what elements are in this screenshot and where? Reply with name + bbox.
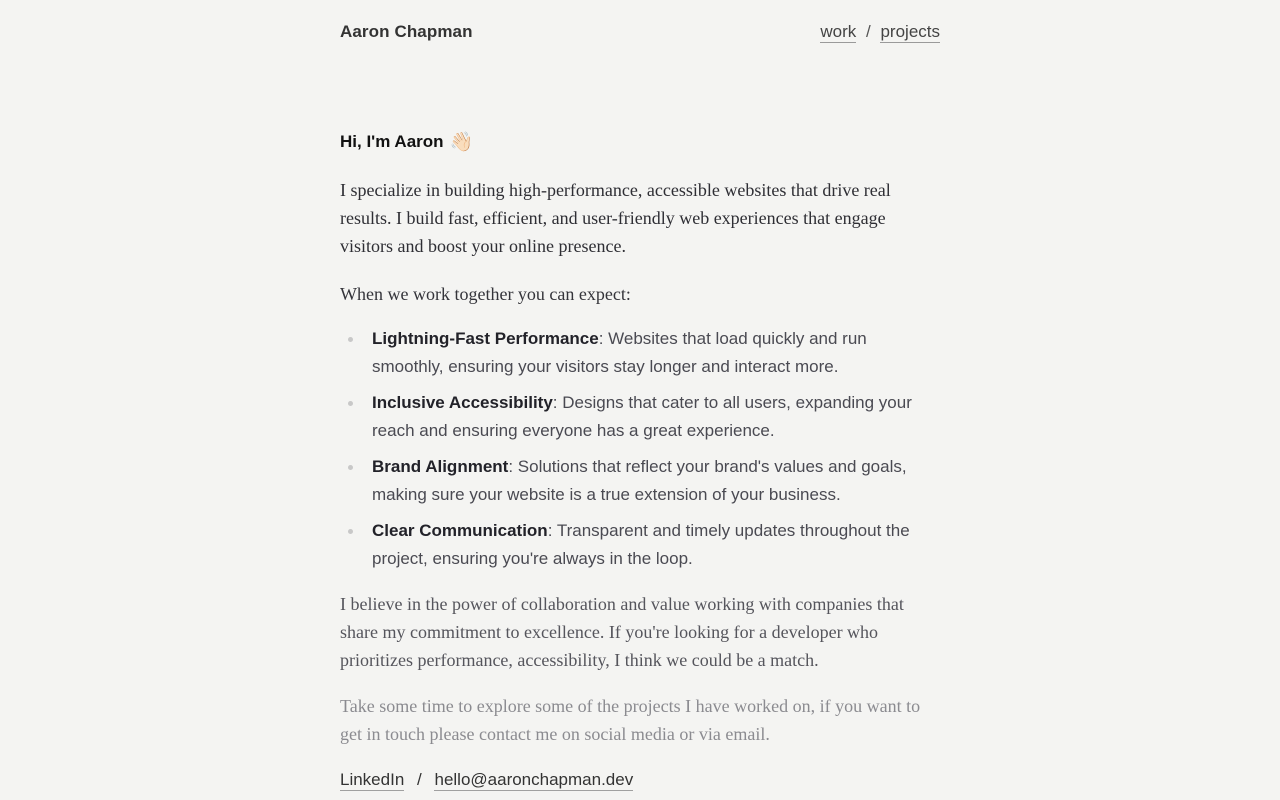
site-header (340, 20, 940, 44)
bullet-icon (348, 401, 353, 406)
benefit-title: Clear Communication (372, 521, 548, 540)
intro-paragraph: I specialize in building high-performance, accessible websites that drive real results. I build fast, efficient, and user-friendly web experiences that engage visitors and boost your online presence. (340, 180, 891, 256)
collaboration-paragraph: I believe in the power of collaboration and value working with companies that share my commitment to excellence. If you're looking for a developer who prioritizes performance, accessibility, I think we could be a match. (340, 594, 904, 670)
benefit-text: : Transparent and timely updates throughout the project, ensuring you're always in the loop. (372, 521, 910, 568)
benefit-text: : Designs that cater to all users, expanding your reach and ensuring everyone has a great experience. (372, 393, 912, 440)
waving-hand-icon: 👋🏻 (449, 132, 474, 153)
list-item (340, 453, 940, 509)
benefit-text: : Solutions that reflect your brand's values and goals, making sure your website is a true extension of your business. (372, 457, 907, 504)
benefit-title: Inclusive Accessibility (372, 393, 553, 412)
benefits-list (340, 325, 940, 581)
linkedin-link[interactable]: LinkedIn (340, 770, 405, 789)
main-nav (820, 22, 940, 42)
nav-work-link[interactable]: work (820, 22, 857, 41)
nav-separator: / (866, 22, 871, 41)
site-name[interactable]: Aaron Chapman (340, 22, 473, 41)
bullet-icon (348, 529, 353, 534)
expect-heading: When we work together you can expect: (340, 284, 631, 304)
contact-links (340, 770, 633, 790)
benefit-title: Brand Alignment (372, 457, 509, 476)
nav-projects-link[interactable]: projects (880, 22, 940, 41)
explore-paragraph: Take some time to explore some of the projects I have worked on, if you want to get in touch please contact me on social media or via email. (340, 696, 921, 744)
benefit-text: : Websites that load quickly and run smoothly, ensuring your visitors stay longer and interact more. (372, 329, 867, 376)
benefit-title: Lightning-Fast Performance (372, 329, 599, 348)
email-link[interactable]: hello@aaronchapman.dev (434, 770, 634, 789)
contact-separator: / (417, 770, 422, 789)
list-item (340, 517, 940, 573)
bullet-icon (348, 337, 353, 342)
bullet-icon (348, 465, 353, 470)
list-item (340, 325, 940, 381)
greeting-heading (340, 130, 473, 154)
greeting-text: Hi, I'm Aaron (340, 132, 444, 151)
list-item (340, 389, 940, 445)
